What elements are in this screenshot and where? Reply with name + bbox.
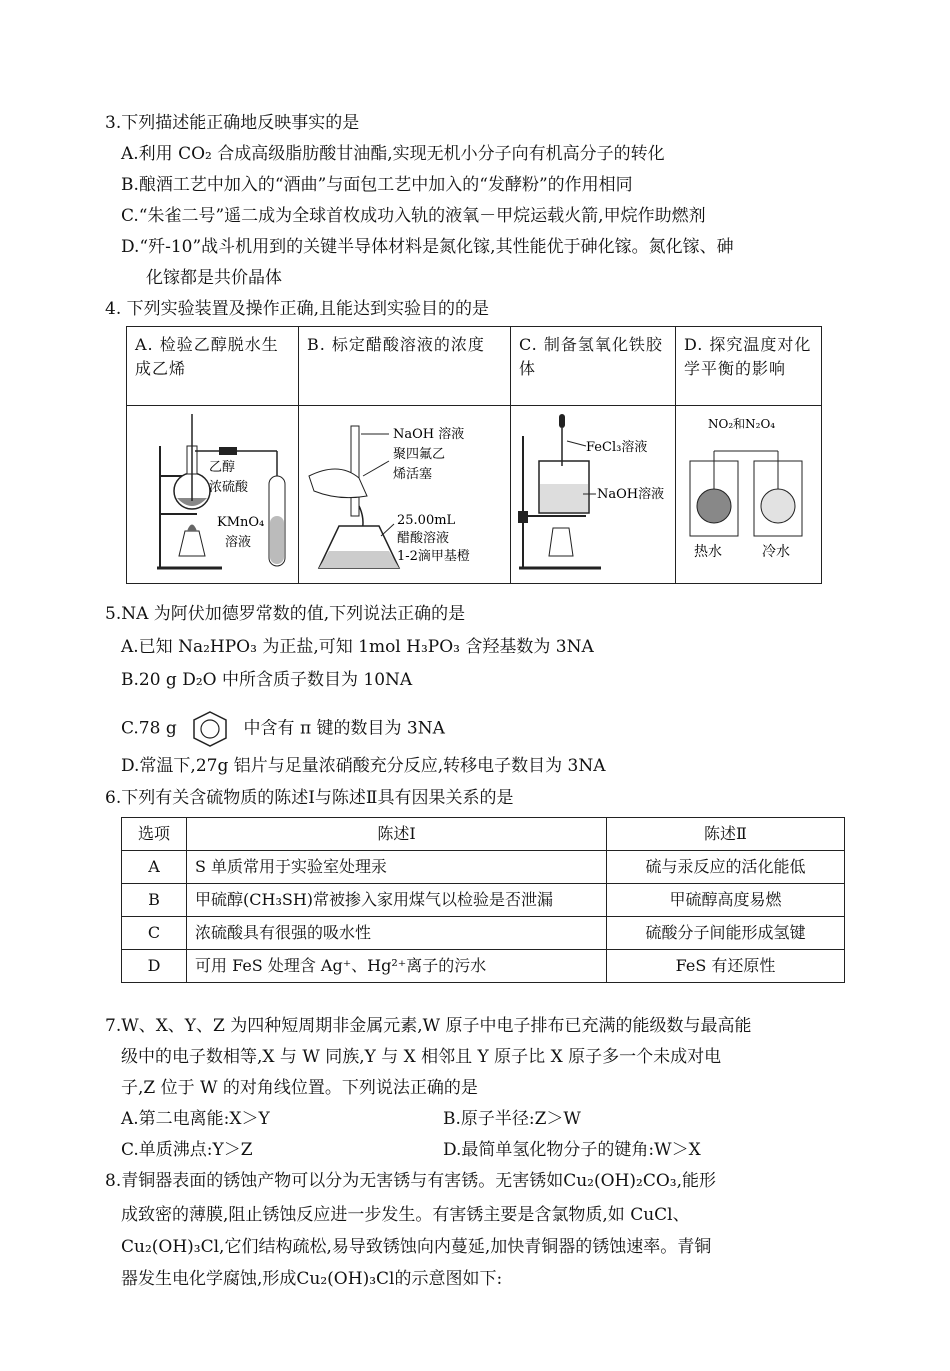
q6-table <box>121 817 845 983</box>
q6-row-c-option: C <box>122 917 187 950</box>
table-row <box>122 851 845 884</box>
q6-header-statement-2: 陈述Ⅱ <box>607 818 845 851</box>
q4-figure-b <box>299 406 511 584</box>
benzene-ring-icon <box>190 710 230 748</box>
q6-row-d-statement-1: 可用 FeS 处理含 Ag⁺、Hg²⁺离子的污水 <box>187 950 607 983</box>
table-row <box>122 950 845 983</box>
q5-option-c-suffix: 中含有 π 键的数目为 3NA <box>243 718 445 739</box>
label-no2-n2o4: NO₂和N₂O₄ <box>708 417 776 431</box>
q6-row-c-statement-2: 硫酸分子间能形成氢键 <box>607 917 845 950</box>
label-conc-sulfuric: 浓硫酸 <box>209 480 249 495</box>
q7-option-c: C.单质沸点:Y＞Z <box>121 1140 253 1160</box>
label-acetic: 醋酸溶液 <box>397 531 450 546</box>
label-ptfe: 聚四氟乙 <box>393 447 446 462</box>
q6-row-a-option: A <box>122 851 187 884</box>
q6-stem: 6.下列有关含硫物质的陈述Ⅰ与陈述Ⅱ具有因果关系的是 <box>105 788 514 808</box>
q6-header-option: 选项 <box>122 818 187 851</box>
q5-option-c-prefix: C.78 g <box>121 718 177 739</box>
q6-header-statement-1: 陈述Ⅰ <box>187 818 607 851</box>
q6-row-b-option: B <box>122 884 187 917</box>
q4-header-c: C. 制备氢氧化铁胶体 <box>511 327 676 406</box>
q3-stem: 3.下列描述能正确地反映事实的是 <box>105 113 360 133</box>
q7-option-b: B.原子半径:Z＞W <box>443 1109 581 1129</box>
q3-option-d: D.“歼-10”战斗机用到的关键半导体材料是氮化镓,其性能优于砷化镓。氮化镓、砷 <box>121 237 734 257</box>
q5-option-a: A.已知 Na₂HPO₃ 为正盐,可知 1mol H₃PO₃ 含羟基数为 3NA <box>121 637 594 657</box>
q3-option-b: B.酿酒工艺中加入的“酒曲”与面包工艺中加入的“发酵粉”的作用相同 <box>121 175 633 195</box>
table-row <box>122 884 845 917</box>
q6-row-d-option: D <box>122 950 187 983</box>
q5-option-b: B.20 g D₂O 中所含质子数目为 10NA <box>121 670 413 690</box>
q5-stem: 5.NA 为阿伏加德罗常数的值,下列说法正确的是 <box>105 604 466 624</box>
q6-row-b-statement-1: 甲硫醇(CH₃SH)常被掺入家用煤气以检验是否泄漏 <box>187 884 607 917</box>
q7-stem-line-2: 级中的电子数相等,X 与 W 同族,Y 与 X 相邻且 Y 原子比 X 原子多一个未成对电 <box>121 1047 722 1067</box>
q4-figure-c <box>511 406 676 584</box>
label-volume: 25.00mL <box>397 513 456 528</box>
q7-option-a: A.第二电离能:X＞Y <box>121 1109 270 1129</box>
label-methyl-orange: 1-2滴甲基橙 <box>397 549 470 564</box>
titration-apparatus <box>299 406 504 576</box>
table-row <box>122 917 845 950</box>
q3-option-d-cont: 化镓都是共价晶体 <box>146 268 282 288</box>
q7-stem-line-1: 7.W、X、Y、Z 为四种短周期非金属元素,W 原子中电子排布已充满的能级数与最高能 <box>105 1016 752 1036</box>
q4-stem: 4. 下列实验装置及操作正确,且能达到实验目的的是 <box>105 299 490 319</box>
label-solution: 溶液 <box>225 535 252 550</box>
q4-header-b: B. 标定醋酸溶液的浓度 <box>299 327 511 406</box>
q6-row-b-statement-2: 甲硫醇高度易燃 <box>607 884 845 917</box>
q7-option-d: D.最简单氢化物分子的键角:W＞X <box>443 1140 701 1160</box>
label-naoh: NaOH 溶液 <box>393 427 465 442</box>
label-cold-water: 冷水 <box>762 544 790 560</box>
label-hot-water: 热水 <box>694 544 722 560</box>
ethanol-dehydration-apparatus <box>127 406 297 576</box>
label-fecl3: FeCl₃溶液 <box>586 440 648 455</box>
label-naoh-solution: NaOH溶液 <box>597 487 665 502</box>
q3-option-c: C.“朱雀二号”遥二成为全球首枚成功入轨的液氧－甲烷运载火箭,甲烷作助燃剂 <box>121 206 706 226</box>
q8-stem-line-3: Cu₂(OH)₃Cl,它们结构疏松,易导致锈蚀向内蔓延,加快青铜器的锈蚀速率。青铜 <box>121 1237 712 1257</box>
label-stopcock: 烯活塞 <box>393 467 433 482</box>
label-ethanol: 乙醇 <box>209 460 236 475</box>
label-kmno4: KMnO₄ <box>217 515 265 530</box>
q8-stem-line-1: 8.青铜器表面的锈蚀产物可以分为无害锈与有害锈。无害锈如Cu₂(OH)₂CO₃,能形 <box>105 1171 716 1191</box>
q6-row-d-statement-2: FeS 有还原性 <box>607 950 845 983</box>
q4-header-d: D. 探究温度对化学平衡的影响 <box>676 327 822 406</box>
q4-apparatus-table <box>126 326 822 584</box>
q3-option-a: A.利用 CO₂ 合成高级脂肪酸甘油酯,实现无机小分子向有机高分子的转化 <box>121 144 665 164</box>
q8-stem-line-2: 成致密的薄膜,阻止锈蚀反应进一步发生。有害锈主要是含氯物质,如 CuCl、 <box>121 1205 690 1225</box>
q4-header-a: A. 检验乙醇脱水生成乙烯 <box>127 327 299 406</box>
equilibrium-apparatus <box>676 406 816 576</box>
q8-stem-line-4: 器发生电化学腐蚀,形成Cu₂(OH)₃Cl的示意图如下: <box>121 1269 503 1289</box>
q4-figure-d <box>676 406 822 584</box>
q4-figure-a <box>127 406 299 584</box>
q6-row-c-statement-1: 浓硫酸具有很强的吸水性 <box>187 917 607 950</box>
colloid-apparatus <box>511 406 671 576</box>
q7-stem-line-3: 子,Z 位于 W 的对角线位置。下列说法正确的是 <box>121 1078 478 1098</box>
q6-row-a-statement-1: S 单质常用于实验室处理汞 <box>187 851 607 884</box>
q5-option-d: D.常温下,27g 铝片与足量浓硝酸充分反应,转移电子数目为 3NA <box>121 756 606 776</box>
q5-option-c <box>121 710 445 748</box>
q6-row-a-statement-2: 硫与汞反应的活化能低 <box>607 851 845 884</box>
